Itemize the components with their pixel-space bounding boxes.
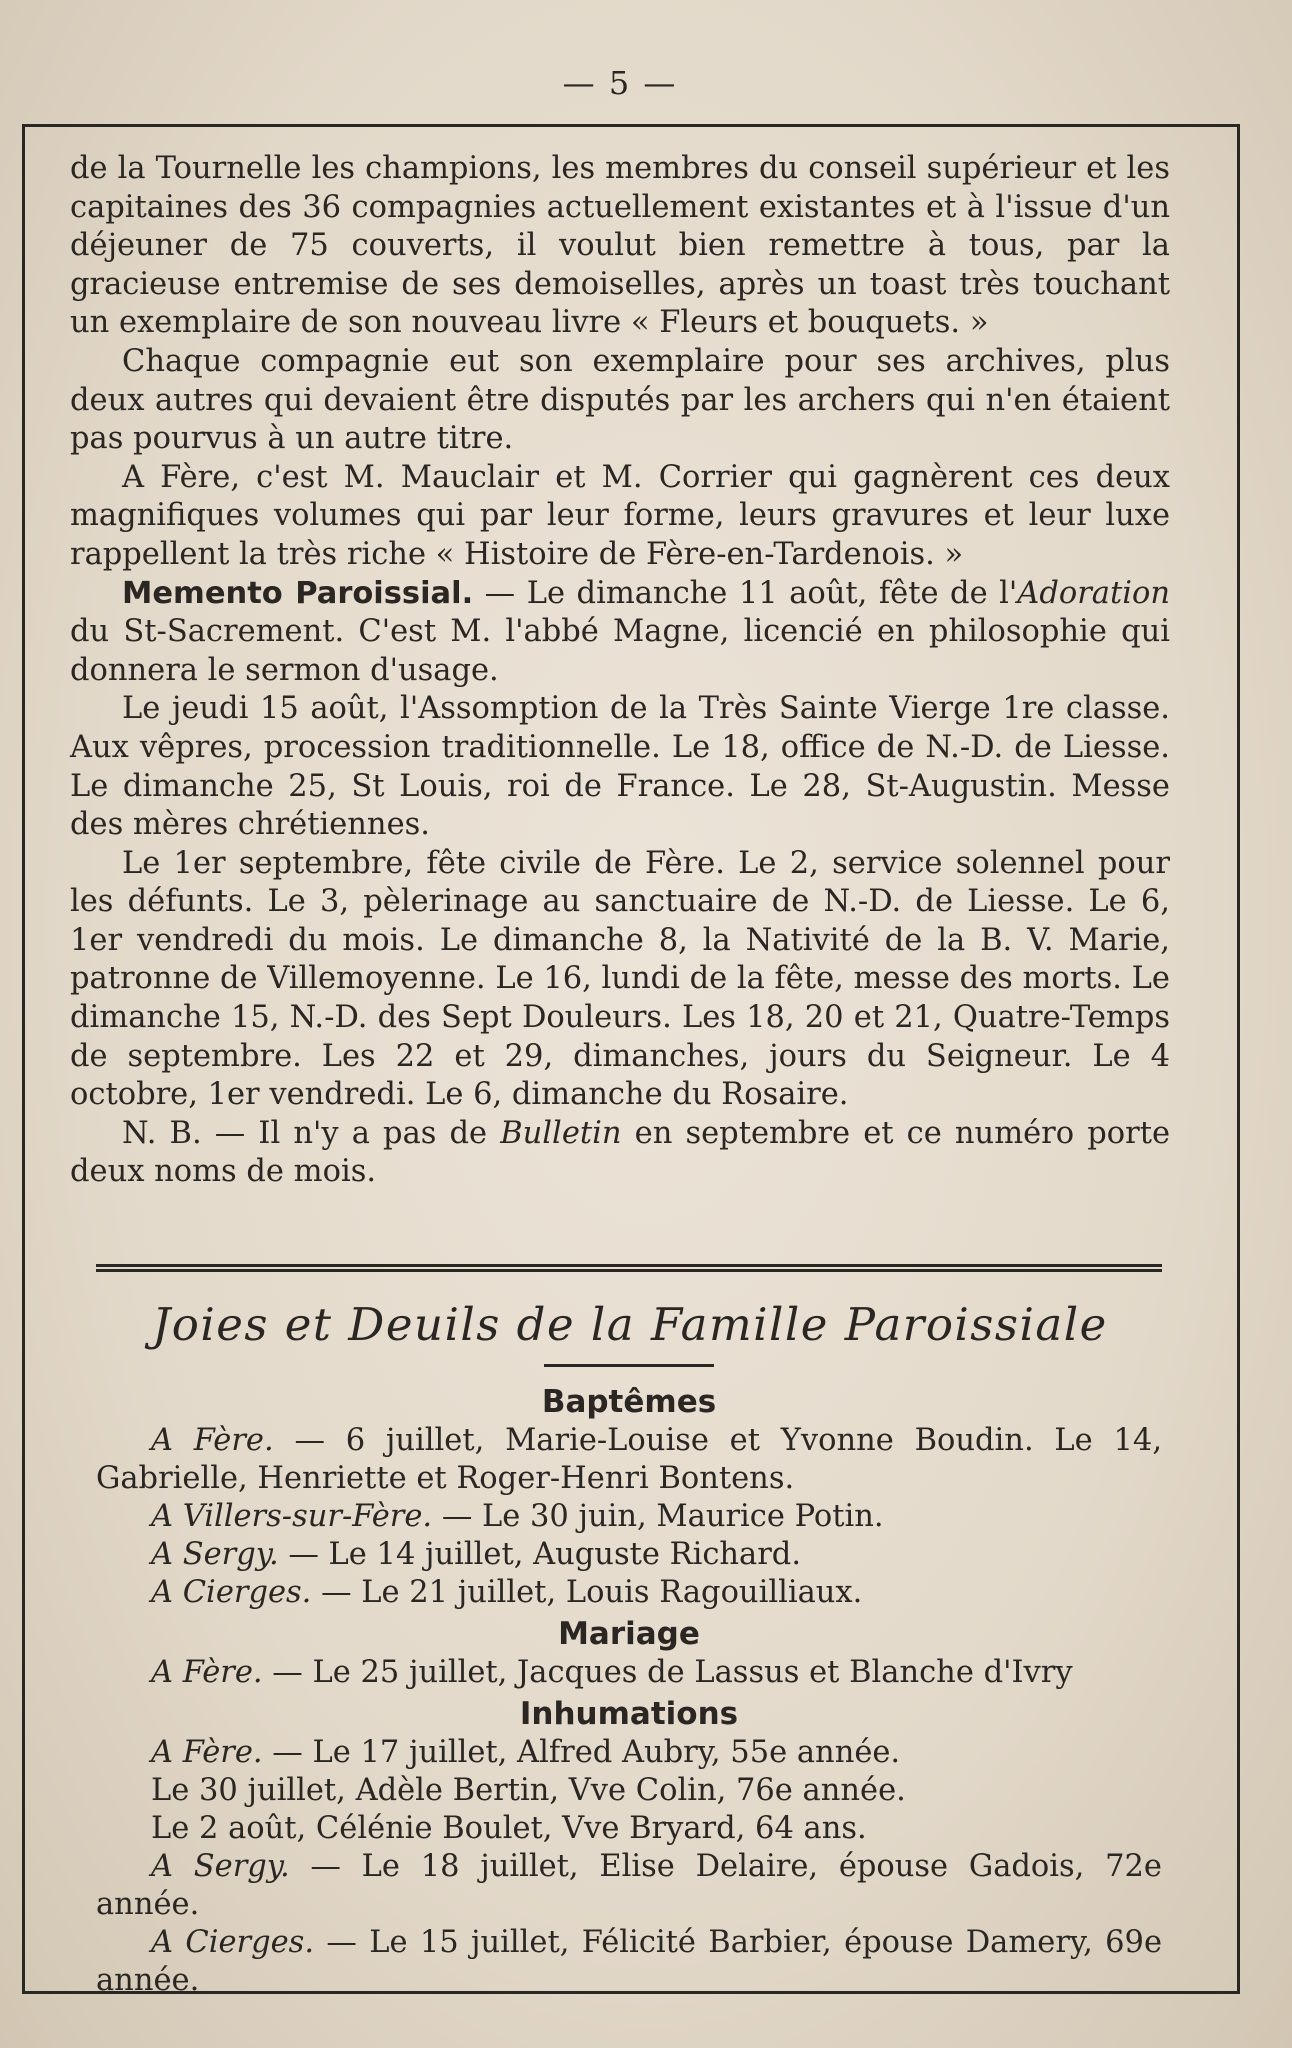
memento-heading: Memento Paroissial. xyxy=(122,575,474,611)
inhumation-entry: A Cierges. — Le 15 juillet, Félicité Barbier, épouse Damery, 69e année. xyxy=(96,1925,1162,1998)
bapteme-entry: A Cierges. — Le 21 juillet, Louis Ragouilliaux. xyxy=(151,1575,863,1610)
paragraph-nota-bene xyxy=(70,1115,1170,1192)
inhumation-entry: Le 30 juillet, Adèle Bertin, Vve Colin, 76e année. xyxy=(151,1773,906,1808)
inhumation-entry: A Sergy. — Le 18 juillet, Elise Delaire, épouse Gadois, 72e année. xyxy=(96,1849,1162,1922)
nb-pre: N. B. — Il n'y a pas de xyxy=(122,1115,501,1151)
paragraph-fere-winners: A Fère, c'est M. Mauclair et M. Corrier qui gagnèrent ces deux magnifiques volumes qui par leur forme, leurs gravures et leur luxe rappellent la très riche « Histoire de Fère-en-Tardenois. » xyxy=(70,459,1170,572)
section-title: Joies et Deuils de la Famille Paroissiale xyxy=(152,1298,1108,1351)
mariage-entry: A Fère. — Le 25 juillet, Jacques de Lassus et Blanche d'Ivry xyxy=(151,1655,1073,1690)
title-underline xyxy=(544,1364,714,1367)
bapteme-entry: A Villers-sur-Fère. — Le 30 juin, Maurice Potin. xyxy=(151,1499,884,1534)
nb-bulletin: Bulletin xyxy=(500,1115,622,1151)
baptemes-heading: Baptêmes xyxy=(541,1384,717,1420)
paragraph-tournelle: de la Tournelle les champions, les membres du conseil supérieur et les capitaines des 36 compagnies actuellement existantes et à l'issue d'un déjeuner de 75 couverts, il voulut bien remettre à tous, par la gracieuse entremise de ses demoiselles, après un toast très touchant un exemplaire de son nouveau livre « Fleurs et bouquets. » xyxy=(70,151,1170,341)
paragraph-memento xyxy=(70,575,1170,691)
bapteme-entry: A Sergy. — Le 14 juillet, Auguste Richard. xyxy=(151,1537,802,1572)
memento-text-pre: — Le dimanche 11 août, fête de l' xyxy=(473,575,1018,611)
nb-post: en septembre et ce numéro porte deux noms de mois. xyxy=(70,1115,1171,1190)
memento-adoration: Adoration xyxy=(1017,575,1170,611)
paragraph-compagnie: Chaque compagnie eut son exemplaire pour ses archives, plus deux autres qui devaient être disputés par les archers qui n'en étaient pas pourvus à un autre titre. xyxy=(70,343,1170,457)
memento-text-post: du St-Sacrement. C'est M. l'abbé Magne, licencié en philosophie qui donnera le sermon d'usage. xyxy=(70,614,1170,688)
paragraph-august: Le jeudi 15 août, l'Assomption de la Très Sainte Vierge 1re classe. Aux vêpres, procession traditionnelle. Le 18, office de N.-D. de Liesse. Le dimanche 25, St Louis, roi de France. Le 28, St-Augustin. Messe des mères chrétiennes. xyxy=(70,691,1170,843)
inhumations-heading: Inhumations xyxy=(519,1696,739,1732)
paragraph-september: Le 1er septembre, fête civile de Fère. Le 2, service solennel pour les défunts. Le 3, pèlerinage au sanctuaire de N.-D. de Liesse. Le 6, 1er vendredi du mois. Le dimanche 8, la Nativité de la B. V. Marie, patronne de Villemoyenne. Le 16, lundi de la fête, messe des morts. Le dimanche 15, N.-D. des Sept Douleurs. Les 18, 20 et 21, Quatre-Temps de septembre. Les 22 et 29, dimanches, jours du Seigneur. Le 4 octobre, 1er vendredi. Le 6, dimanche du Rosaire. xyxy=(70,845,1170,1113)
mariage-heading: Mariage xyxy=(558,1616,700,1652)
page-number: — 5 — xyxy=(562,64,678,102)
bapteme-entry: A Fère. — 6 juillet, Marie-Louise et Yvonne Boudin. Le 14, Gabrielle, Henriette et Roger-Henri Bontens. xyxy=(96,1423,1163,1496)
bulletin-body xyxy=(70,150,1170,1192)
inhumation-entry: A Fère. — Le 17 juillet, Alfred Aubry, 55e année. xyxy=(151,1735,901,1770)
section-divider xyxy=(96,1264,1162,1272)
parish-register xyxy=(96,1380,1162,2000)
inhumation-entry: Le 2 août, Célénie Boulet, Vve Bryard, 64 ans. xyxy=(151,1811,867,1846)
